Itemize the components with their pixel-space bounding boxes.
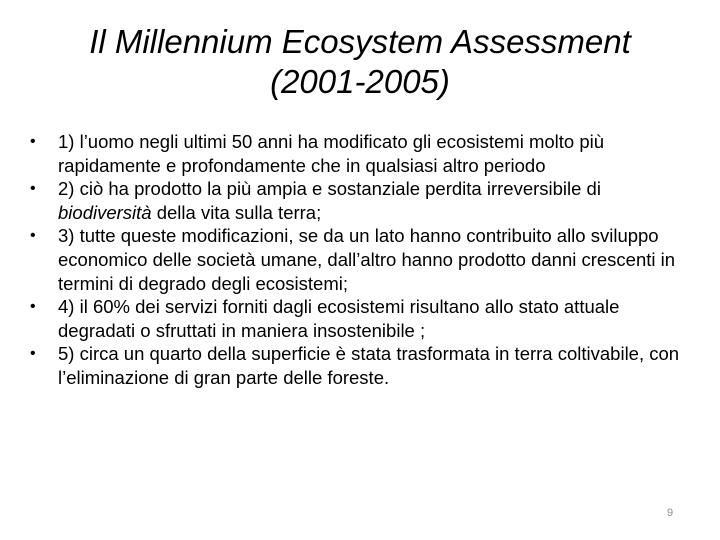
bullet-text-3: 3) tutte queste modificazioni, se da un lato hanno contribuito allo sviluppo economico delle società umane, dall’altro hanno prodotto danni crescenti in termini di degrado degli ecosistemi; [58,225,676,294]
bullet-text-2-before: 2) ciò ha prodotto la più ampia e sostanziale perdita irreversibile di [58,178,601,200]
bullet-item-1 [28,130,698,177]
bullet-text-2-emphasis: biodiversità [58,201,152,223]
bullet-item-3 [28,224,698,295]
slide-title [40,22,680,102]
bullet-item-5 [28,342,698,389]
bullet-dot-icon: • [30,298,36,316]
bullet-dot-icon: • [30,227,36,245]
page-number: 9 [666,507,674,519]
bullet-item-2 [28,177,698,224]
bullet-item-4 [28,295,698,342]
bullet-text-5: 5) circa un quarto della superficie è stata trasformata in terra coltivabile, con l’eliminazione di gran parte delle foreste. [58,343,680,388]
bullet-text-2-after: della vita sulla terra; [151,201,322,223]
bullet-dot-icon: • [30,133,36,150]
title-line-2: (2001-2005) [270,63,450,100]
bullet-dot-icon: • [30,180,36,198]
bullet-list [28,130,698,390]
title-line-1: Il Millennium Ecosystem Assessment [89,23,631,60]
bullet-text-1: 1) l’uomo negli ultimi 50 anni ha modificato gli ecosistemi molto più rapidamente e profondamente che in qualsiasi altro periodo [58,131,605,176]
bullet-text-4: 4) il 60% dei servizi forniti dagli ecosistemi risultano allo stato attuale degradati o sfruttati in maniera insostenibile ; [58,296,620,341]
bullet-dot-icon: • [30,345,36,363]
